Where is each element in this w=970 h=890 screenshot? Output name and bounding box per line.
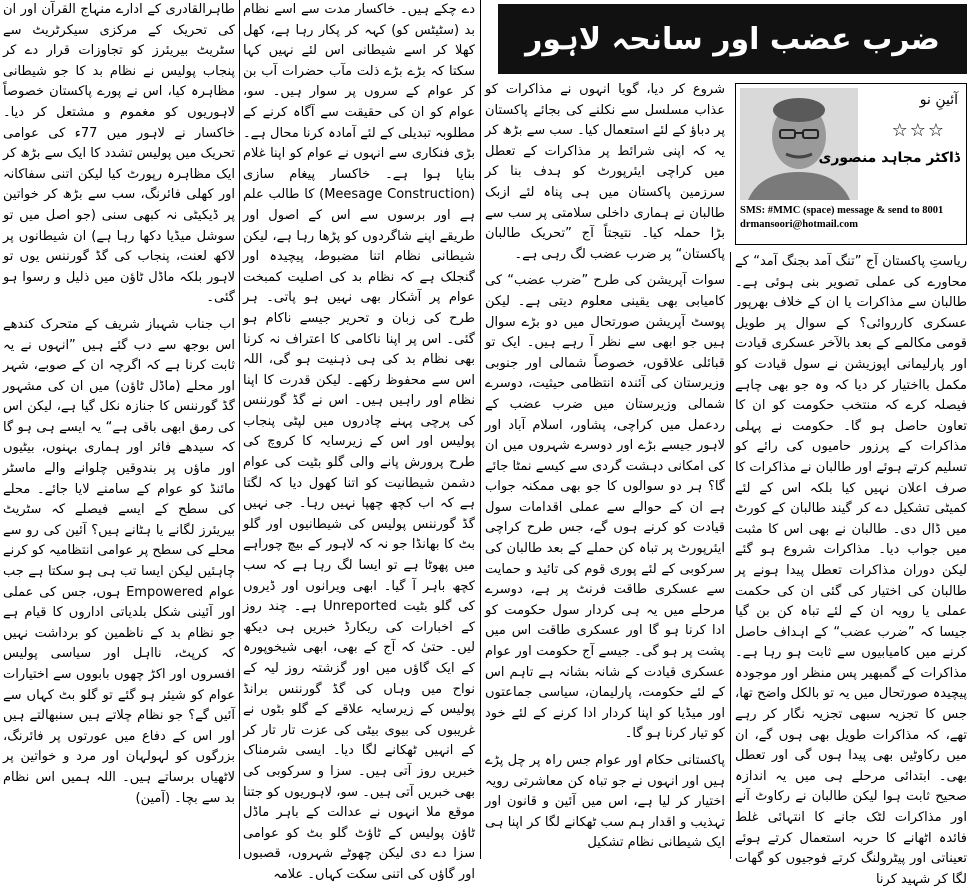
paragraph: سوات آپریشن کی طرح ”ضرب عضب“ کی کامیابی بھی یقینی معلوم دیتی ہے۔ لیکن پوسٹ آپریشن صورتحال میں دو بڑے سوال ہیں جو ابھی سے نظر آ رہے ہیں۔ ایک تو قبائلی علاقوں، خصوصاً شمالی اور جنوبی وزیرستان کی آئندہ انتظامی حیثیت، دوسرے شمالی وزیرستان میں ضرب عضب کے ردعمل میں کراچی، پشاور، اسلام آباد اور لاہور جیسے بڑے اور دوسرے شہروں میں ان کی امکانی دہشت گردی سے کیسے نمٹا جائے گا؟ ہر دو سوالوں کا جو بھی ممکنہ جواب ہے ان کے حوالے سے عملی اقدامات سول قیادت کو کرنے ہوں گے، جس طرح کراچی ایئرپورٹ پر تباہ کن حملے کے بعد طالبان کی سرکوبی کے لئے پوری قوم کی تائید و حمایت سے عسکری طاقت فرنٹ پر ہے، دوسرے مرحلے میں یہ ہی کردار سول حکومت کو ادا کرنا ہو گا اور عسکری طاقت اس میں پشت پر ہو گی۔ جیسے آج حکومت اور عوام عسکری قیادت کے شانہ بشانہ ہے تاہم اس کے لئے حکومت، پارلیمان، سیاسی جماعتوں اور میڈیا کو اپنا کردار ادا کرنے کے لئے خود کو تیار کرنا ہو گا۔ xyxy=(485,273,725,742)
paragraph: پاکستانی حکام اور عوام جس راہ پر چل پڑے ہیں اور انہوں نے جو تباہ کن معاشرتی رویہ اختیار کر لیا ہے، اس میں آئین و قانون اور تہذیب و اقدار ہم سب ٹھکانے لگا کر اپنا ہی ایک شیطانی نظام تشکیل xyxy=(485,753,725,851)
paragraph: طاہرالقادری کے ادارے منہاج القرآن اور ان کی تحریک کے مرکزی سیکرٹریٹ سے سٹریٹ بیریئرز کو تجاوزات قرار دے کر پنجاب پولیس نے نظام بد کا جو شیطانی مظاہرہ کیا، اس نے پورے پاکستان خصوصاً لاہوریوں کو مغموم و مشتعل کر دیا۔ خاکسار نے لاہور میں 77ء کی عوامی تحریک میں پولیس تشدد کا ایک سے بڑھ کر ایک مظاہرہ رپورٹ کیا لیکن اتنی سفاکانہ اور کھلی فائرنگ، سب سے بڑھ کر خواتین پر ڈیکیٹی نہ کبھی سنی (جو اصل میں تو سوشل میڈیا دکھا رہا ہے) ان شیطانوں پر لاکھ لعنت، پنجاب کی گڈ گورننس یوں تو لاہور بلکہ ماڈل ٹاؤن میں ذلیل و رسوا ہو گئی۔ xyxy=(3,2,235,306)
author-photo xyxy=(740,88,858,200)
column-4 xyxy=(3,0,235,859)
column-name: آئینِ نو xyxy=(919,92,958,108)
contact-info xyxy=(740,204,943,232)
column-divider xyxy=(730,252,731,859)
paragraph: دے چکے ہیں۔ خاکسار مدت سے اسے نظام بد (سٹیٹس کو) کہہ کر پکار رہا ہے، کھل کھلا کر اسے شیطانی اس لئے نہیں کہا سکتا کہ بڑے بڑے ذلت مآب حضرات آب بن کر عوام کے سروں پر سوار ہیں۔ سو، عوام کو ان کی حقیقت سے آگاہ کرنے کے مطلوبہ تبدیلی کے لئے آمادہ کرنا محال ہے۔ بڑی فنکاری سے انہوں نے عوام کو اپنا غلام بنایا ہوا ہے۔ خاکسار پیغام سازی (Meesage Construction) کا طالب علم ہے اور برسوں سے اس کے اصول اور طریقے اپنے شاگردوں کو پڑھا رہا ہے، لیکن شیطانی نظام اتنا مضبوط، پیچیدہ اور گنجلک ہے کہ نظام بد کی اصلیت کمبخت عوام پر آشکار بھی نہیں ہو پاتی۔ ہر طرح کی زبان و تحریر جیسے ناکام ہو گئی۔ اس پر اپنا ناکامی کا اعتراف نہ کرنا بھی نظام بد کی ہی ذہنیت ہو گی، اللہ اس سے محفوظ رکھے۔ لیکن قدرت کا اپنا نظام اور راہیں ہیں۔ اس نے گڈ گورننس کی پرچی پہنے چادروں میں لپٹی پنجاب پولیس اور اس کے زیرسایہ کا کروچ کی طرح پرورش پانے والی گلو بٹیت کی عوام دشمن شیطانیت کو اتنا کھول دیا کہ لگتا ہے کہ اب کچھ چھپا نہیں رہا۔ جی نہیں گڈ گورننس پولیس کی شیطانیوں اور گلو بٹ کا بھانڈا جو نہ کہ لاہور کے بیچ چوراہے میں پھوٹا ہے تو ایسا لگ رہا ہے کہ سب کچھ باہر آ گیا۔ ابھی ویرانوں اور ڈیروں کی گلو بٹیت Unreported ہے۔ چند روز کے اخبارات کی ریکارڈ خبریں ہی دیکھ لیں۔ حتیٰ کہ آج کے بھی، ابھی شیخوپورہ کے ایک گاؤں میں اور گزشتہ روز لیہ کے نواح میں وہاں کی گڈ گورننس برانڈ پولیس کے زیرسایہ علاقے کے گلو بٹوں نے غریبوں کی بیوی بیٹی کی عزت تار تار کر کے انہیں ٹھکانے لگا دیا۔ ایسی شرمناک خبریں روز آتی ہیں۔ سزا و سرکوبی کی بھی خبریں آتی ہیں۔ سو، لاہوریوں کو جتنا موقع ملا انہوں نے عدالت کے باہر ماڈل ٹاؤن پولیس کے ٹاؤٹ گلو بٹ کو عوامی سزا دے دی لیکن چھوٹے شہروں، قصبوں اور گاؤں کی اتنی سکت کہاں۔ علامہ xyxy=(243,2,475,882)
email-line: drmansoori@hotmail.com xyxy=(740,219,858,230)
column-1 xyxy=(735,252,967,887)
byline-box xyxy=(735,83,967,245)
paragraph: شروع کر دیا، گویا انہوں نے مذاکرات کو عذاب مسلسل سے نکلنے کی بجائے پاکستان پر دباؤ کے لئے استعمال کیا۔ سب سے بڑھ کر یہ کہ اپنی شرائط پر مذاکرات کے تعطل میں کراچی ایئرپورٹ کو ہدف بنا کر سرزمین پاکستان میں ہی پناہ لئے ازبک طالبان نے ہماری داخلی سلامتی پر سب سے بڑا حملہ کیا۔ نتیجتاً آج ”تحریک طالبان پاکستان“ پر ضرب عضب لگ رہی ہے۔ xyxy=(485,82,725,262)
column-divider xyxy=(239,0,240,859)
column-2 xyxy=(485,80,725,859)
author-photo-image xyxy=(740,88,858,200)
author-name: ڈاکٹر مجاہد منصوری xyxy=(818,150,960,166)
rating-stars: ☆☆☆ xyxy=(891,120,946,141)
paragraph: ریاستِ پاکستان آج ”تنگ آمد بجنگ آمد“ کے محاورے کی عملی تصویر بنی ہوئی ہے۔ طالبان سے مذاکرات یا ان کے خلاف بھرپور عسکری کارروائی؟ کے سوال پر طویل قومی مکالمے کے بعد بالآخر عسکری قیادت اور پارلیمانی اپوزیشن نے سول قیادت کو مکمل بااختیار کر دیا کہ وہ جو بھی چاہے فیصلہ کرے کہ منتخب حکومت کو ان کا تعاون حاصل ہو گا۔ حکومت نے پہلی مذاکرات کے پرزور حامیوں کی رائے کو تسلیم کرتے ہوئے اور طالبان نے مذاکرات کا صرف اعلان نہیں کیا بلکہ اس کے لئے کمیٹی تشکیل دے کر گیند طالبان کے کورٹ میں ڈال دی۔ طالبان نے بھی اس کا مثبت میں جواب دیا۔ مذاکرات شروع ہو گئے لیکن دوران مذاکرات تعطل پیدا ہونے پر طالبان کی اختیار کی گئی ان کی حکمت عملی یا رویہ ان کے لئے تباہ کن بن گیا جیسا کہ ”ضرب عضب“ کے اہداف حاصل کرنے میں کامیابیوں سے ثابت ہو رہا ہے۔ مذاکرات کے گمبھیر پس منظر اور موجودہ پیچیدہ صورتحال میں یہ تو بالکل واضح تھا، جس کا تجزیہ سبھی تجزیہ نگار کر رہے تھے، کہ مذاکرات طویل بھی ہوں گے، ان میں رکاوٹیں بھی پیدا ہوں گی اور تعطل بھی۔ ابتدائی مرحلے ہی میں یہ اندازہ صحیح ثابت ہوا لیکن طالبان نے رکاوٹ آنے اور مذاکرات لٹک جانے کا انتہائی غلط فائدہ اٹھانے کا حربہ استعمال کرتے ہوئے تعیناتی اور پیٹرولنگ کرتے فوجیوں کو گھات لگا کر شہید کرنا xyxy=(735,254,967,887)
column-divider xyxy=(480,0,481,859)
article-headline: ضرب عضب اور سانحہ لاہور xyxy=(498,4,967,74)
column-3 xyxy=(243,0,475,882)
sms-line: SMS: #MMC (space) message & send to 8001 xyxy=(740,205,944,216)
paragraph: اب جناب شہباز شریف کے متحرک کندھے اس بوجھ سے دب گئے ہیں ”انہوں نے یہ ثابت کرنا ہے کہ اگرچہ ان کے صوبے، شہر اور محلے (ماڈل ٹاؤن) میں ان کی مشہور گڈ گورننس کا جنازہ نکل گیا ہے، لیکن اس کی رمق ابھی باقی ہے“ یہ ایسے ہی ہو گا کہ سیدھے فائر اور ہماری بہنوں، بیٹیوں اور ماؤں پر بندوقیں چلوانے والے ماسٹر مائنڈ کو عوام کے سامنے لایا جائے۔ محلے کی سطح کے ایسے فیصلے کہ سٹریٹ بیریئرز لگانے یا ہٹانے ہیں؟ آئین کی رو سے محلے کی سطح پر عوامی انتظامیہ کو کرنے چاہئیں لیکن ایسا تب ہی ہو سکتا ہے جب عوام Empowered ہوں، جس کی عملی اور آئینی شکل بلدیاتی اداروں کا قیام ہے جو نظام بد کے ناظمین کو برداشت نہیں کہ کرپٹ، نااہل اور سیاسی پولیس افسروں اور اکڑ چھوں بابووں سے اختیارات عوام کو شیئر ہو گئے تو گلو بٹ کہاں سے آئیں گے؟ جو نظام چلاتے ہیں سنبھالتے ہیں اور اس کے دفاع میں عورتوں پر فائرنگ، بزرگوں کو لہولہان اور مرد و خواتین پر لاٹھیاں برساتے ہیں۔ اللہ ہمیں اس نظام بد سے بچا۔ (آمین) xyxy=(3,316,235,806)
